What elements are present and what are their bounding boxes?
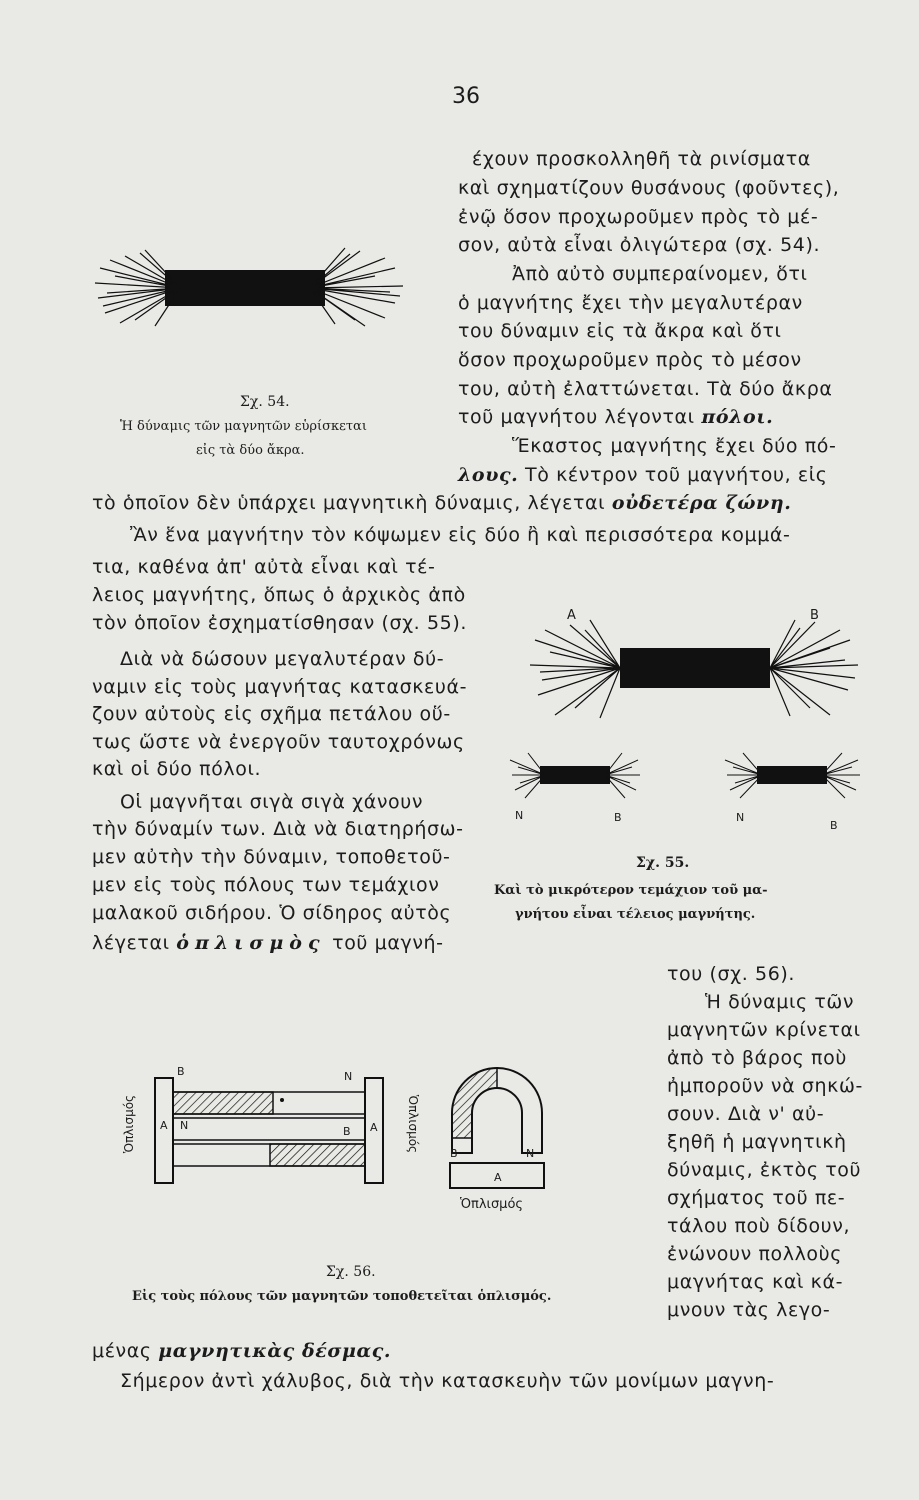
- text-span: τὸ ὁποῖον δὲν ὑπάρχει μαγνητικὴ δύναμις, λέγεται: [92, 492, 612, 514]
- fig55-pole-label: N: [515, 809, 524, 822]
- text-line: μεν αὐτὴν τὴν δύναμιν, τοποθετοῦ-: [92, 846, 451, 868]
- text-line: τια, καθένα ἀπ' αὐτὰ εἶναι καὶ τέ-: [92, 556, 436, 578]
- fig56-letter-n: N: [344, 1070, 353, 1083]
- text-line: καὶ οἱ δύο πόλοι.: [92, 758, 262, 780]
- text-line: λειος μαγνήτης, ὅπως ὁ ἀρχικὸς ἀπὸ: [92, 584, 466, 606]
- fig56-armature-word-left: Ὁπλισμός: [122, 1094, 137, 1154]
- text-line: ὁ μαγνήτης ἔχει τὴν μεγαλυτέραν: [458, 292, 803, 314]
- fig55-large-magnet-illustration: [530, 620, 860, 720]
- emphasis-neutral-zone: οὐδετέρα ζώνη.: [611, 492, 792, 514]
- fig54-caption-line2: εἰς τὰ δύο ἄκρα.: [196, 443, 305, 458]
- text-line: Διὰ νὰ δώσουν μεγαλυτέραν δύ-: [120, 648, 445, 670]
- text-span: Τὸ κέντρον τοῦ μαγνήτου, εἰς: [518, 464, 828, 486]
- fig55-small-magnet-right: [725, 750, 860, 800]
- fig56-letter-b: B: [177, 1065, 185, 1078]
- text-line-bundles: [92, 1342, 391, 1361]
- text-line: έχουν προσκολληθῆ τὰ ρινίσματα: [472, 148, 811, 170]
- fig55-pole-a-label: A: [567, 608, 576, 623]
- fig54-caption-line1: Ἡ δύναμις τῶν μαγνητῶν εὑρίσκεται: [120, 419, 367, 434]
- text-line: του δύναμιν εἰς τὰ ἄκρα καὶ ὅτι: [458, 320, 782, 342]
- fig55-label: Σχ. 55.: [636, 855, 690, 871]
- text-line: μαγνητῶν κρίνεται: [667, 1019, 861, 1041]
- fig56-armature-word-right: Ὁπλισμός: [406, 1094, 421, 1154]
- text-line: Ἡ δύναμις τῶν: [705, 991, 855, 1013]
- text-line-neutral-zone: [92, 494, 791, 513]
- text-line: του (σχ. 56).: [667, 963, 796, 985]
- fig56-caption: Εἰς τοὺς πόλους τῶν μαγνητῶν τοποθετεῖται ὁπλισμός.: [132, 1289, 552, 1304]
- text-line-poles: [458, 408, 773, 427]
- text-line: τὸν ὁποῖον ἐσχηματίσθησαν (σχ. 55).: [92, 612, 467, 634]
- text-line: σχήματος τοῦ πε-: [667, 1187, 846, 1209]
- text-line: Ἂν ἕνα μαγνήτην τὸν κόψωμεν εἰς δύο ἢ καὶ περισσότερα κομμά-: [130, 524, 791, 546]
- text-line: ζουν αὐτοὺς εἰς σχῆμα πετάλου οὕ-: [92, 703, 451, 725]
- fig56-letter-n: N: [180, 1119, 189, 1132]
- text-line: ὅσον προχωροῦμεν πρὸς τὸ μέσον: [458, 349, 802, 371]
- text-line-armature: [92, 934, 444, 953]
- emphasis-magnetic-bundles: μαγνητικὰς δέσμας.: [158, 1340, 392, 1362]
- fig56-horseshoe-letter-a: A: [494, 1171, 502, 1184]
- fig54-label: Σχ. 54.: [240, 394, 290, 410]
- text-line: τάλου ποὺ δίδουν,: [667, 1215, 851, 1237]
- fig56-letter-a: A: [160, 1119, 168, 1132]
- fig55-pole-label: B: [830, 819, 838, 832]
- text-line: μαγνήτας καὶ κά-: [667, 1271, 844, 1293]
- text-line: ἠμποροῦν νὰ σηκώ-: [667, 1075, 863, 1097]
- text-line: του, αὐτὴ ἐλαττώνεται. Τὰ δύο ἄκρα: [458, 378, 833, 400]
- text-line: ἐνώνουν πολλοὺς: [667, 1243, 842, 1265]
- text-line: μεν εἰς τοὺς πόλους των τεμάχιον: [92, 874, 440, 896]
- fig56-horseshoe-letter-b: B: [450, 1147, 458, 1160]
- fig56-letter-a: A: [370, 1121, 378, 1134]
- text-line: ναμιν εἰς τοὺς μαγνήτας κατασκευά-: [92, 676, 468, 698]
- text-span: τοῦ μαγνήτου λέγονται: [458, 406, 702, 428]
- fig56-label: Σχ. 56.: [326, 1264, 376, 1280]
- fig54-bar-magnet-illustration: [95, 248, 405, 328]
- fig55-caption-line1: Καὶ τὸ μικρότερον τεμάχιον τοῦ μα-: [494, 883, 768, 898]
- fig55-pole-b-label: B: [810, 608, 819, 623]
- fig55-caption-line2: γνήτου εἶναι τέλειος μαγνήτης.: [515, 907, 756, 922]
- text-span: τοῦ μαγνή-: [325, 932, 444, 954]
- text-line: Σήμερον ἀντὶ χάλυβος, διὰ τὴν κατασκευὴν τῶν μονίμων μαγνη-: [120, 1370, 775, 1392]
- text-line: ἐνῷ ὅσον προχωροῦμεν πρὸς τὸ μέ-: [458, 206, 819, 228]
- text-line: Οἱ μαγνῆται σιγὰ σιγὰ χάνουν: [120, 791, 424, 813]
- text-line: τως ὥστε νὰ ἐνεργοῦν ταυτοχρόνως: [92, 731, 465, 753]
- text-line: ἀπὸ τὸ βάρος ποὺ: [667, 1047, 847, 1069]
- text-line: Ἀπὸ αὐτὸ συμπεραίνομεν, ὅτι: [512, 263, 808, 285]
- fig56-letter-b: B: [343, 1125, 351, 1138]
- text-line: σουν. Διὰ ν' αὐ-: [667, 1103, 825, 1125]
- emphasis-armature: ὁπλισμὸς: [176, 932, 326, 954]
- page-number: 36: [452, 84, 480, 109]
- emphasis-poles: πόλοι.: [701, 406, 774, 428]
- text-line: δύναμις, ἐκτὸς τοῦ: [667, 1159, 862, 1181]
- text-line-rule: Ἕκαστος μαγνήτης ἔχει δύο πό-: [512, 435, 837, 457]
- fig55-pole-label: N: [736, 811, 745, 824]
- text-line: ξηθῆ ἡ μαγνητικὴ: [667, 1131, 847, 1153]
- text-line: τὴν δύναμίν των. Διὰ νὰ διατηρήσω-: [92, 818, 464, 840]
- text-span: λέγεται: [92, 932, 177, 954]
- fig56-horseshoe-letter-n: N: [526, 1147, 535, 1160]
- emphasis-poles-end: λους.: [458, 464, 519, 486]
- text-line-rule-cont: [458, 466, 828, 485]
- fig56-horseshoe-armature-label: Ὁπλισμός: [460, 1197, 524, 1212]
- fig55-small-magnet-left: [510, 750, 640, 800]
- text-line: μνουν τὰς λεγο-: [667, 1299, 831, 1321]
- text-line: καὶ σχηματίζουν θυσάνους (φοῦντες),: [458, 177, 840, 199]
- fig55-pole-label: B: [614, 811, 622, 824]
- text-line: σον, αὐτὰ εἶναι ὀλιγώτερα (σχ. 54).: [458, 234, 821, 256]
- text-line: μαλακοῦ σιδήρου. Ὁ σίδηρος αὐτὸς: [92, 902, 452, 924]
- text-span: μένας: [92, 1340, 159, 1362]
